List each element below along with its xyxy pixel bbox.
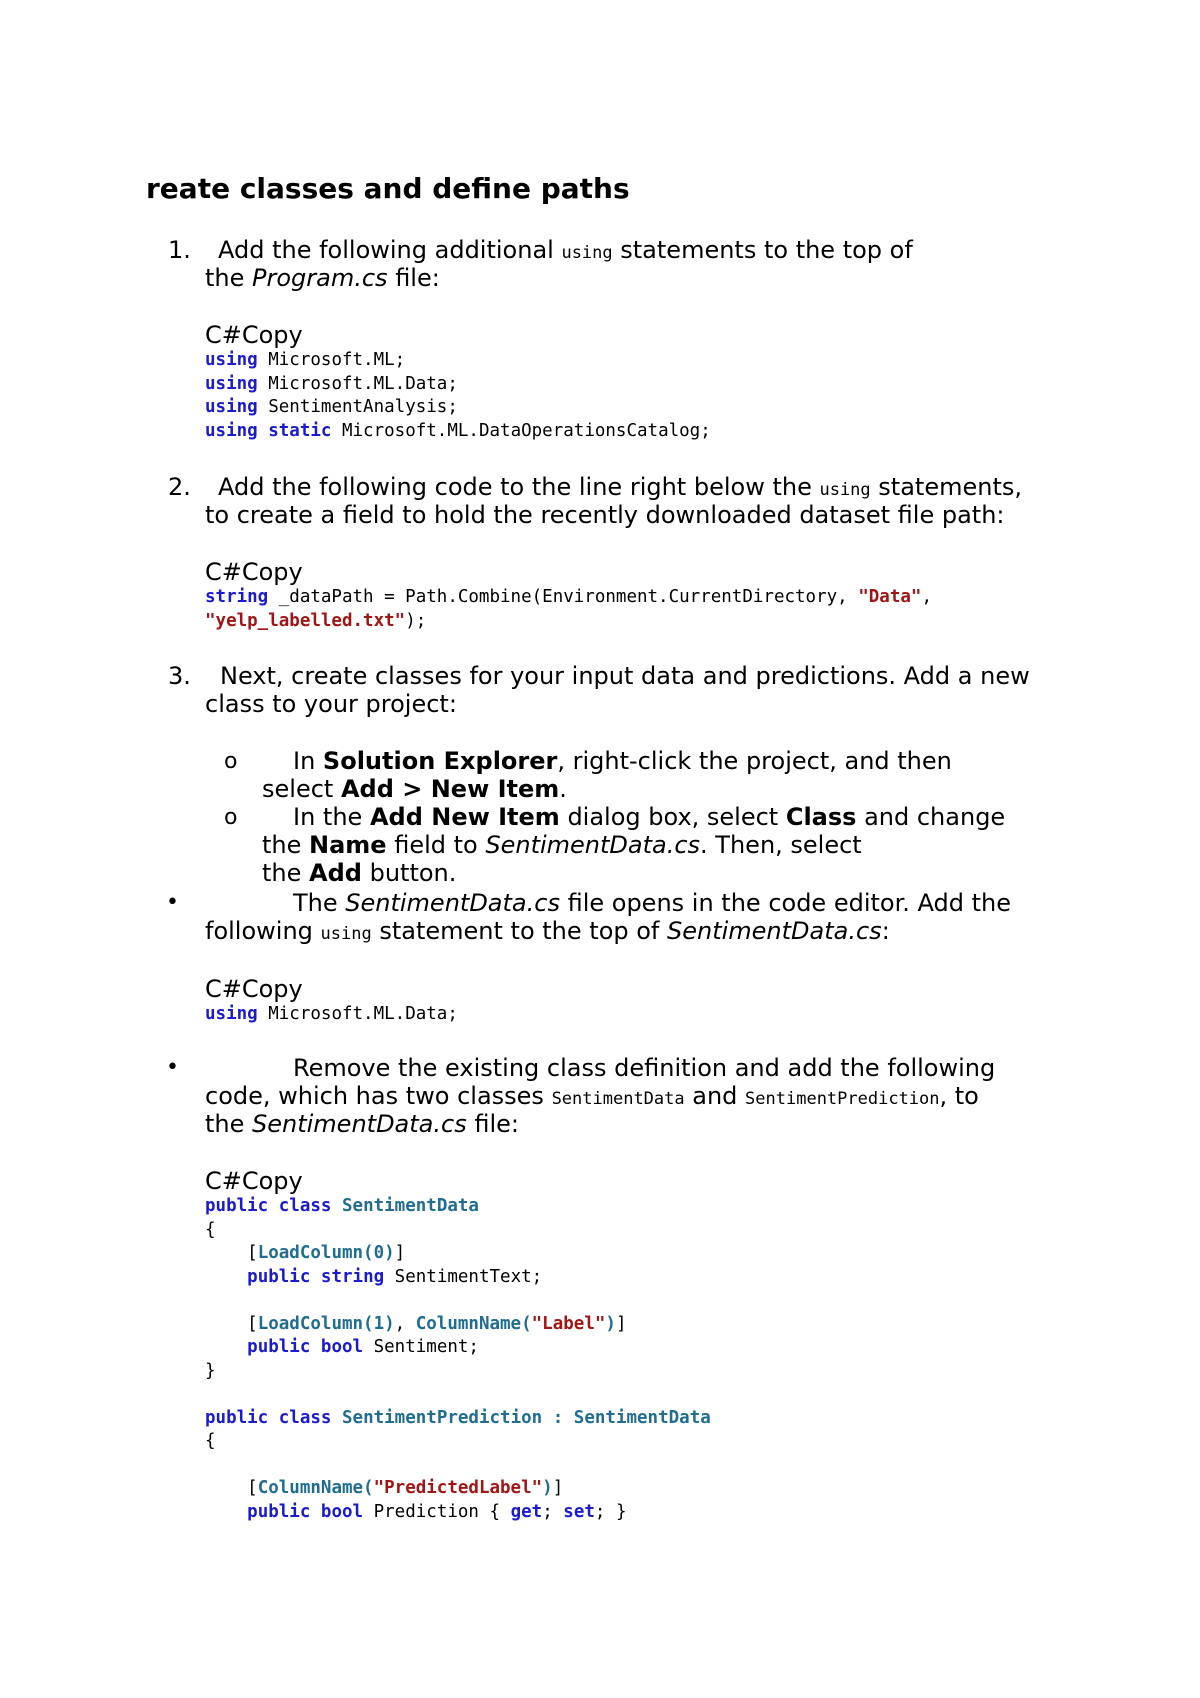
step-number: 3. [168, 662, 191, 690]
step-text: class to your project: [205, 690, 457, 718]
copy-label[interactable]: C#Copy [205, 975, 303, 1003]
step-text: Add the following additional using statements to the top of [218, 236, 913, 264]
bullet: • [166, 890, 179, 915]
step-text: to create a field to hold the recently downloaded dataset file path: [205, 501, 1005, 529]
sub-text: In Solution Explorer, right-click the project, and then [293, 747, 952, 775]
sub-text: select Add > New Item. [262, 775, 567, 803]
bullet-text: the SentimentData.cs file: [205, 1110, 519, 1138]
sub-bullet: o [224, 749, 238, 774]
sub-bullet: o [224, 805, 238, 830]
sub-text: the Name field to SentimentData.cs. Then, select [262, 831, 862, 859]
bullet: • [166, 1055, 179, 1080]
sub-text: the Add button. [262, 859, 457, 887]
copy-label[interactable]: C#Copy [205, 558, 303, 586]
bullet-text: following using statement to the top of SentimentData.cs: [205, 917, 890, 945]
copy-label[interactable]: C#Copy [205, 321, 303, 349]
section-heading: reate classes and define paths [146, 172, 630, 205]
step-text: Add the following code to the line right below the using statements, [218, 473, 1022, 501]
step-text: the Program.cs file: [205, 264, 440, 292]
step-text: Next, create classes for your input data and predictions. Add a new [220, 662, 1030, 690]
code-block: using Microsoft.ML; using Microsoft.ML.Data; using SentimentAnalysis; using static Microsoft.ML.DataOperationsCatalog; [205, 350, 711, 441]
code-block: string _dataPath = Path.Combine(Environment.CurrentDirectory, "Data", "yelp_labelled.txt"); [205, 587, 932, 631]
copy-label[interactable]: C#Copy [205, 1167, 303, 1195]
step-number: 1. [168, 236, 191, 264]
bullet-text: The SentimentData.cs file opens in the code editor. Add the [293, 889, 1011, 917]
code-block: using Microsoft.ML.Data; [205, 1004, 458, 1024]
step-number: 2. [168, 473, 191, 501]
bullet-text: code, which has two classes SentimentData and SentimentPrediction, to [205, 1082, 979, 1110]
sub-text: In the Add New Item dialog box, select Class and change [293, 803, 1006, 831]
code-block: public class SentimentData { [LoadColumn(0)] public string SentimentText; [LoadColumn(1), ColumnName("Label")] public bool Sentiment; } public class SentimentPrediction : SentimentData { [ColumnName("PredictedLabel")] public bool Prediction { get; set; } [205, 1196, 711, 1522]
bullet-text: Remove the existing class definition and add the following [293, 1054, 996, 1082]
